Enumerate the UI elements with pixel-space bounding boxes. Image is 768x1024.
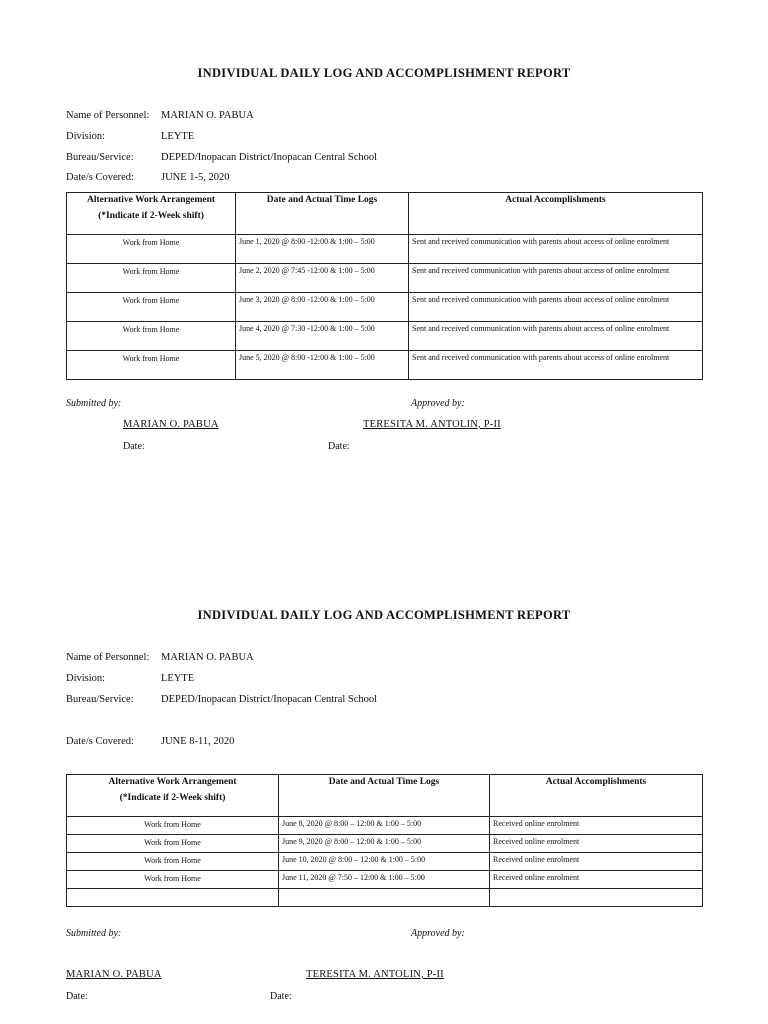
header-work-arrangement xyxy=(67,193,236,235)
report2-division-value: LEYTE xyxy=(161,673,195,684)
table-row xyxy=(67,293,703,322)
table-row xyxy=(67,351,703,380)
report2-table-header xyxy=(67,775,703,817)
report2-approved-by-label: Approved by: xyxy=(411,928,465,939)
report2-dates-label: Date/s Covered: xyxy=(66,736,134,747)
cell-accomplishment: Received online enrolment xyxy=(490,835,703,853)
cell-accomplishment: Sent and received communication with parents about access of online enrolment xyxy=(409,264,703,293)
cell-arrangement: Work from Home xyxy=(67,351,236,380)
table-row xyxy=(67,235,703,264)
cell-arrangement: Work from Home xyxy=(67,817,279,835)
cell-time-log: June 1, 2020 @ 8:00 -12:00 & 1:00 – 5:00 xyxy=(236,235,409,264)
cell-time-log: June 2, 2020 @ 7:45 -12:00 & 1:00 – 5:00 xyxy=(236,264,409,293)
table-row xyxy=(67,264,703,293)
header-work-arrangement xyxy=(67,775,279,817)
cell-time-log: June 5, 2020 @ 8:00 -12:00 & 1:00 – 5:00 xyxy=(236,351,409,380)
cell-empty xyxy=(279,889,490,907)
cell-accomplishment: Received online enrolment xyxy=(490,871,703,889)
cell-time-log: June 9, 2020 @ 8:00 – 12:00 & 1:00 – 5:00 xyxy=(279,835,490,853)
report1-log-table xyxy=(66,192,703,380)
header-work-arrangement-line1: Alternative Work Arrangement xyxy=(86,195,216,205)
report1-dates-value: JUNE 1-5, 2020 xyxy=(161,172,230,183)
report2-submitter-name: MARIAN O. PABUA xyxy=(66,969,162,980)
report1-name-value: MARIAN O. PABUA xyxy=(161,110,254,121)
header-work-arrangement-line2: (*Indicate if 2-Week shift) xyxy=(98,211,204,221)
cell-arrangement: Work from Home xyxy=(67,853,279,871)
table-row xyxy=(67,322,703,351)
report2-name-value: MARIAN O. PABUA xyxy=(161,652,254,663)
cell-time-log: June 8, 2020 @ 8:00 – 12:00 & 1:00 – 5:00 xyxy=(279,817,490,835)
header-accomplishments: Actual Accomplishments xyxy=(409,193,703,235)
header-time-logs: Date and Actual Time Logs xyxy=(279,775,490,817)
cell-arrangement: Work from Home xyxy=(67,871,279,889)
table-row xyxy=(67,817,703,835)
report1-title: INDIVIDUAL DAILY LOG AND ACCOMPLISHMENT REPORT xyxy=(197,66,571,80)
report2-bureau-value: DEPED/Inopacan District/Inopacan Central School xyxy=(161,694,378,705)
cell-arrangement: Work from Home xyxy=(67,293,236,322)
report2-title: INDIVIDUAL DAILY LOG AND ACCOMPLISHMENT REPORT xyxy=(197,608,571,622)
cell-accomplishment: Sent and received communication with parents about access of online enrolment xyxy=(409,235,703,264)
report1-bureau-label: Bureau/Service: xyxy=(66,152,134,163)
table-row xyxy=(67,835,703,853)
cell-accomplishment: Sent and received communication with parents about access of online enrolment xyxy=(409,293,703,322)
report1-name-label: Name of Personnel: xyxy=(66,110,150,121)
report1-submitter-name: MARIAN O. PABUA xyxy=(123,419,219,430)
cell-time-log: June 11, 2020 @ 7:50 – 12:00 & 1:00 – 5:00 xyxy=(279,871,490,889)
report1-submitter-date-label: Date: xyxy=(123,441,145,452)
report1-approver-name: TERESITA M. ANTOLIN, P-II xyxy=(363,419,501,430)
report1-division-value: LEYTE xyxy=(161,131,195,142)
report2-approver-date-label: Date: xyxy=(270,991,292,1002)
report2-division-label: Division: xyxy=(66,673,106,684)
table-row xyxy=(67,871,703,889)
cell-time-log: June 3, 2020 @ 8:00 -12:00 & 1:00 – 5:00 xyxy=(236,293,409,322)
header-work-arrangement-line2: (*Indicate if 2-Week shift) xyxy=(119,793,226,803)
cell-empty xyxy=(490,889,703,907)
cell-accomplishment: Received online enrolment xyxy=(490,853,703,871)
cell-time-log: June 10, 2020 @ 8:00 – 12:00 & 1:00 – 5:00 xyxy=(279,853,490,871)
table-row-empty xyxy=(67,889,703,907)
report2-bureau-label: Bureau/Service: xyxy=(66,694,134,705)
report2-name-label: Name of Personnel: xyxy=(66,652,150,663)
header-accomplishments: Actual Accomplishments xyxy=(490,775,703,817)
header-time-logs: Date and Actual Time Logs xyxy=(236,193,409,235)
report1-table-header xyxy=(67,193,703,235)
report2-submitter-date-label: Date: xyxy=(66,991,88,1002)
report1-dates-label: Date/s Covered: xyxy=(66,172,134,183)
table-row xyxy=(67,853,703,871)
cell-arrangement: Work from Home xyxy=(67,264,236,293)
report1-submitted-by-label: Submitted by: xyxy=(66,398,122,409)
cell-time-log: June 4, 2020 @ 7:30 -12:00 & 1:00 – 5:00 xyxy=(236,322,409,351)
report1-approved-by-label: Approved by: xyxy=(411,398,465,409)
cell-accomplishment: Sent and received communication with parents about access of online enrolment xyxy=(409,351,703,380)
cell-empty xyxy=(67,889,279,907)
cell-accomplishment: Received online enrolment xyxy=(490,817,703,835)
cell-arrangement: Work from Home xyxy=(67,322,236,351)
report2-dates-value: JUNE 8-11, 2020 xyxy=(161,736,235,747)
report2-approver-name: TERESITA M. ANTOLIN, P-II xyxy=(306,969,444,980)
report1-division-label: Division: xyxy=(66,131,106,142)
report1-approver-date-label: Date: xyxy=(328,441,350,452)
header-work-arrangement-line1: Alternative Work Arrangement xyxy=(108,777,237,787)
report2-log-table xyxy=(66,774,703,907)
cell-arrangement: Work from Home xyxy=(67,835,279,853)
report1-bureau-value: DEPED/Inopacan District/Inopacan Central School xyxy=(161,152,378,163)
report2-submitted-by-label: Submitted by: xyxy=(66,928,122,939)
cell-accomplishment: Sent and received communication with parents about access of online enrolment xyxy=(409,322,703,351)
cell-arrangement: Work from Home xyxy=(67,235,236,264)
